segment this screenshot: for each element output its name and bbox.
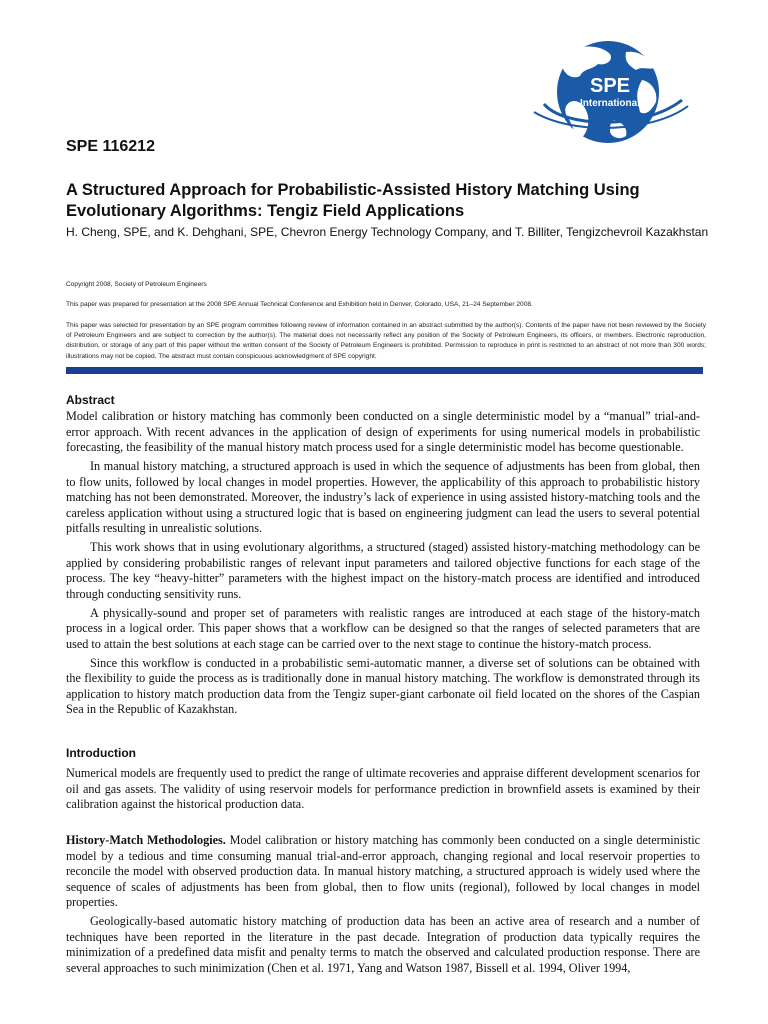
history-match-section xyxy=(66,833,700,980)
abstract-paragraph: This work shows that in using evolutionary algorithms, a structured (staged) assisted history-matching methodology can be applied by considering probabilistic ranges of relevant input parameters and tailored objective functions for each stage of the process. The key “heavy-hitter” parameters with the highest impact on the history-match process are identified and introduced through conducting sensitivity runs. xyxy=(66,540,700,601)
history-match-paragraph-2: Geologically-based automatic history matching of production data has been an active area of research and a number of techniques have been reported in the literature in the past decade. Integration of production data typically requires the minimization of a predefined data misfit and penalty terms to match the observed and calculated production response. There are several approaches to such minimization (Chen et al. 1971, Yang and Watson 1987, Bissell et al. 1994, Oliver 1994, xyxy=(66,914,700,975)
abstract-body xyxy=(66,409,700,721)
spe-international-logo xyxy=(514,40,690,146)
paper-title: A Structured Approach for Probabilistic-Assisted History Matching Using Evolutionary Algorithms: Tengiz Field Applications xyxy=(66,181,640,220)
abstract-paragraph: A physically-sound and proper set of parameters with realistic ranges are introduced at each stage of the history-match process in a logical order. This paper shows that a workflow can be designed so that the ranges of selected parameters that are used to attain the best solutions at each stage can be carried over to the next stage to continue the history-match process. xyxy=(66,605,700,651)
introduction-paragraph: Numerical models are frequently used to predict the range of ultimate recoveries and appraise different development scenarios for oil and gas assets. The validity of using reservoir models for performance prediction in brownfield assets is examined by their calibration against the historical production data. xyxy=(66,766,700,811)
header-divider xyxy=(66,367,703,374)
abstract-paragraph: Since this workflow is conducted in a probabilistic semi-automatic manner, a diverse set of solutions can be obtained with the flexibility to guide the process as is traditionally done in manual history matching. The workflow is demonstrated through its application to history match production data from the Tengiz super-giant carbonate oil field located on the shores of the Caspian Sea in the Republic of Kazakhstan. xyxy=(66,655,700,716)
selection-notice: This paper was selected for presentation by an SPE program committee following review of information contained in an abstract submitted by the author(s). Contents of the paper have not been reviewed by the Society of Petroleum Engineers and are subject to correction by the author(s). The material does not necessarily reflect any position of the Society of Petroleum Engineers, its officers, or members. Electronic reproduction, distribution, or storage of any part of this paper without the written consent of the Society of Petroleum Engineers is prohibited. Permission to reproduce in print is restricted to an abstract of not more than 300 words; illustrations may not be copied. The abstract must contain conspicuous acknowledgment of SPE copyright. xyxy=(66,322,706,360)
history-match-text: Model calibration or history matching has commonly been conducted on a single deterministic model by a tedious and time consuming manual trial-and-error approach, changing regional and local reservoir properties to reconcile the model with observed production data. In manual history matching, a structured approach is widely used where the sequence of scales of adjustments has been from global, then to flow units (regional), followed by local changes in model properties. xyxy=(66,833,701,909)
abstract-paragraph: Model calibration or history matching has commonly been conducted on a single deterministic model by a “manual” trial-and-error approach. With recent advances in the application of design of experiments for using numerical models in probabilistic forecasting, the feasibility of the manual history match process used for a single deterministic model has become questionable. xyxy=(66,409,700,454)
paper-number: SPE 116212 xyxy=(66,138,155,155)
logo-international-text: International xyxy=(579,98,641,109)
introduction-body xyxy=(66,766,700,816)
abstract-heading: Abstract xyxy=(66,393,115,407)
copyright-notice: Copyright 2008, Society of Petroleum Engineers xyxy=(66,281,207,288)
presentation-notice: This paper was prepared for presentation at the 2008 SPE Annual Technical Conference and Exhibition held in Denver, Colorado, USA, 21–24 September 2008. xyxy=(66,301,533,308)
history-match-paragraph xyxy=(66,833,700,911)
history-match-subheading: History-Match Methodologies. xyxy=(66,833,226,847)
author-list: H. Cheng, SPE, and K. Dehghani, SPE, Chevron Energy Technology Company, and T. Billiter, Tengizchevroil Kazakhstan xyxy=(66,225,709,239)
introduction-heading: Introduction xyxy=(66,746,136,760)
logo-spe-text: SPE xyxy=(589,75,631,97)
abstract-paragraph: In manual history matching, a structured approach is used in which the sequence of adjustments has been from global, then to flow units, followed by local changes in model properties. However, the applicability of this approach to probabilistic history matching has not been demonstrated. Moreover, the industry’s lack of experience in using assisted history-matching tools and the careless application without using a structured logic that is based on engineering judgment can lead the users to several potential pitfalls resulting in unrealistic solutions. xyxy=(66,459,700,535)
